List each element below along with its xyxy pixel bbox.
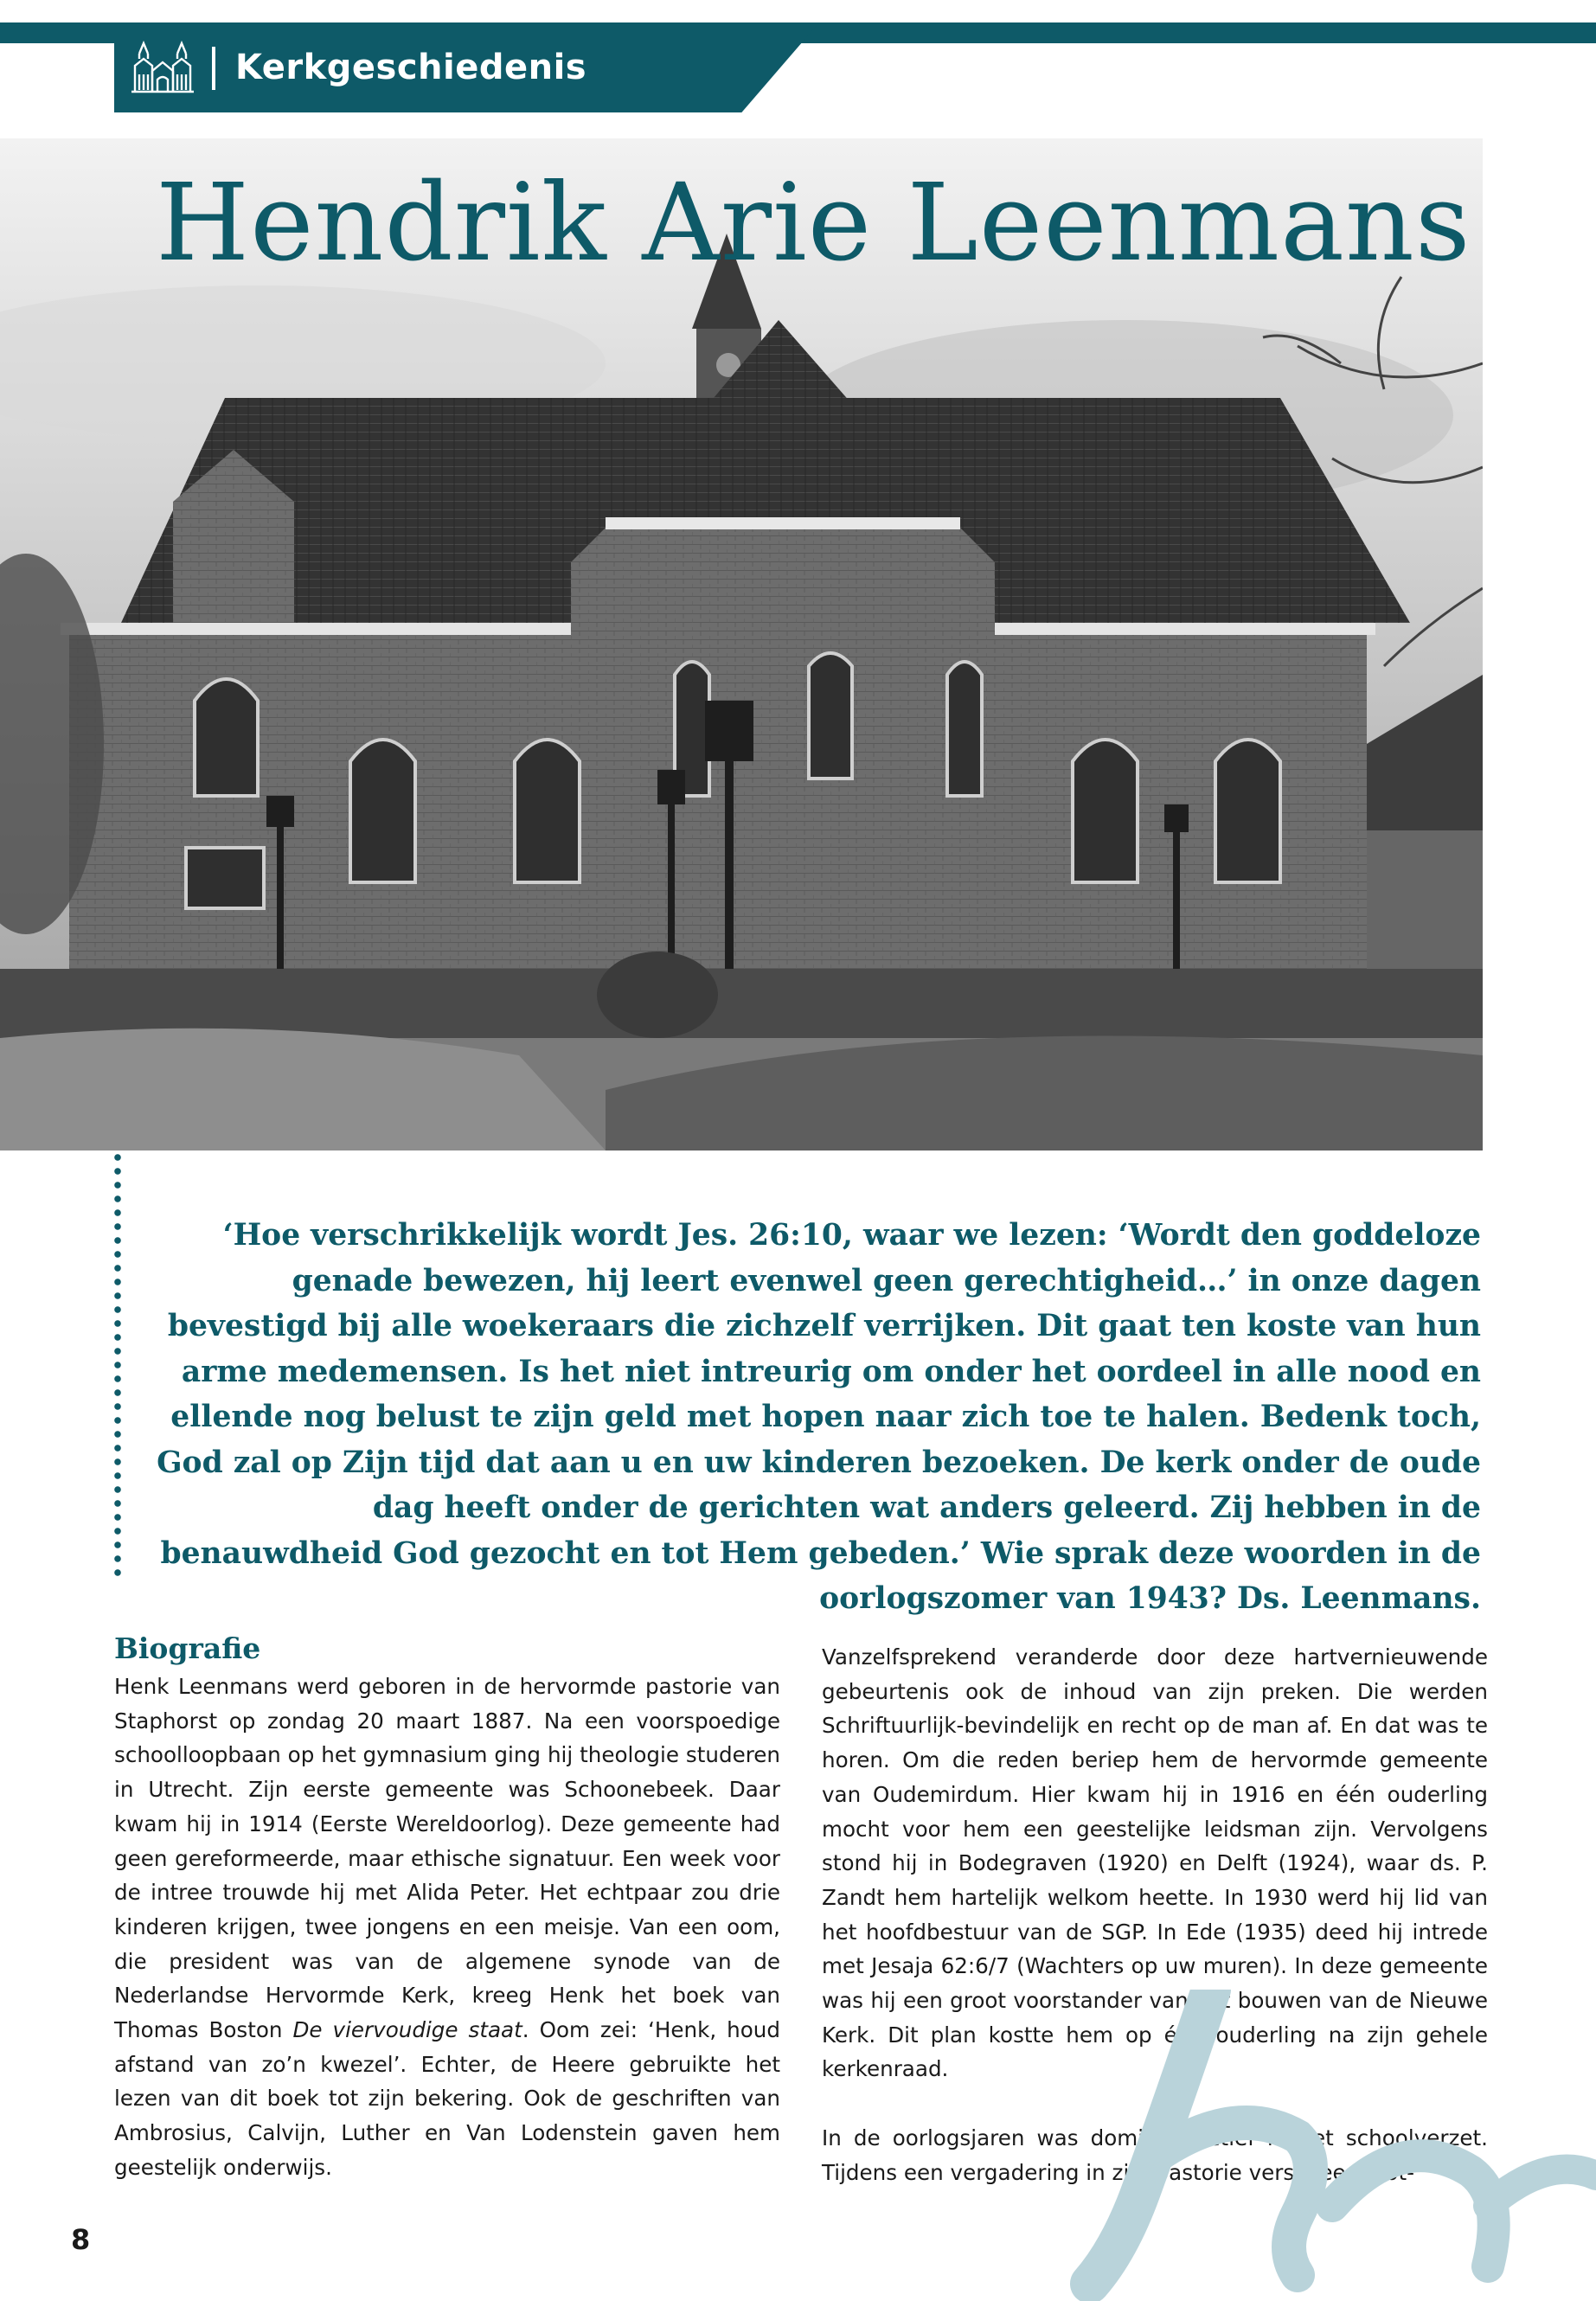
paragraph <box>114 1670 780 2185</box>
body-column-left <box>114 1670 780 2185</box>
header-separator <box>212 47 215 90</box>
decorative-watermark-icon <box>1038 1990 1596 2301</box>
paragraph: Vanzelfsprekend veranderde door deze hartvernieuwende gebeurtenis ook de inhoud van zijn preken. Die werden Schriftuurlijk-bevindelijk en recht op de man af. En dat was te horen. Om die reden beriep hem de hervormde gemeente van Oudemirdum. Hier kwam hij in 1916 en één ouderling mocht voor hem een geestelijke leidsman zijn. Vervolgens stond hij in Bodegraven (1920) en Delft (1924), waar ds. P. Zandt hem hartelijk welkom heette. In 1930 werd hij lid van het hoofdbestuur van de SGP. In Ede (1935) deed hij intrede met Jesaja 62:6/7 (Wachters op uw muren). In deze gemeente was hij een groot voorstander van het bouwen van de Nieuwe Kerk. Dit plan kostte hem op één ouderling na zijn gehele kerkenraad. <box>822 1644 1488 2082</box>
section-heading-biografie: Biografie <box>114 1631 261 1665</box>
church-icon <box>130 36 195 99</box>
paragraph-text: Henk Leenmans werd geboren in de hervormde pastorie van Staphorst op zondag 20 maart 1887. Na een voorspoedige schoolloopbaan op het gymnasium ging hij theologie studeren in Utrecht. Zijn eerste gemeente was Schoonebeek. Daar kwam hij in 1914 (Eerste Wereldoorlog). Deze gemeente had geen gereformeerde, maar ethische signatuur. Een week voor de intree trouwde hij met Alida Peter. Het echtpaar zou drie kinderen krijgen, twee jongens en een meisje. Van een oom, die president was van de algemene synode van de Nederlandse Hervormde Kerk, kreeg Henk het boek van Thomas Boston <box>114 1674 780 2043</box>
book-title: De viervoudige staat <box>292 2017 522 2043</box>
paragraph-text: . Oom zei: ‘Henk, houd afstand van zo’n kwezel’. Echter, de Heere gebruikte het lezen van dit boek tot zijn bekering. Ook de geschriften van Ambrosius, Calvijn, Luther en Van Lodenstein gaven hem geestelijk onderwijs. <box>114 2017 780 2180</box>
intro-quote: ‘Hoe verschrikkelijk wordt Jes. 26:10, waar we lezen: ‘Wordt den goddeloze genade bewezen, hij leert evenwel geen gerechtigheid…’ in onze dagen bevestigd bij alle woekeraars die zichzelf verrijken. Dit gaat ten koste van hun arme medemensen. Is het niet intreurig om onder het oordeel in alle nood en ellende nog belust te zijn geld met hopen naar zich toe te halen. Bedenk toch, God zal op Zijn tijd dat aan u en uw kinderen bezoeken. De kerk onder de oude dag heeft onder de gerichten wat anders geleerd. Zij hebben in de benauwdheid God gezocht en tot Hem gebeden.’ Wie sprak deze woorden in de oorlogszomer van 1943? Ds. Leenmans. <box>157 1218 1481 1616</box>
page-number: 8 <box>71 2223 91 2256</box>
article-title: Hendrik Arie Leenmans <box>156 161 1471 285</box>
paragraph: In de oorlogsjaren was dominee actief in het schoolverzet. Tijdens een vergadering in zijn pastorie verscheen plot- <box>822 2125 1488 2185</box>
section-title: Kerkgeschiedenis <box>235 48 587 87</box>
